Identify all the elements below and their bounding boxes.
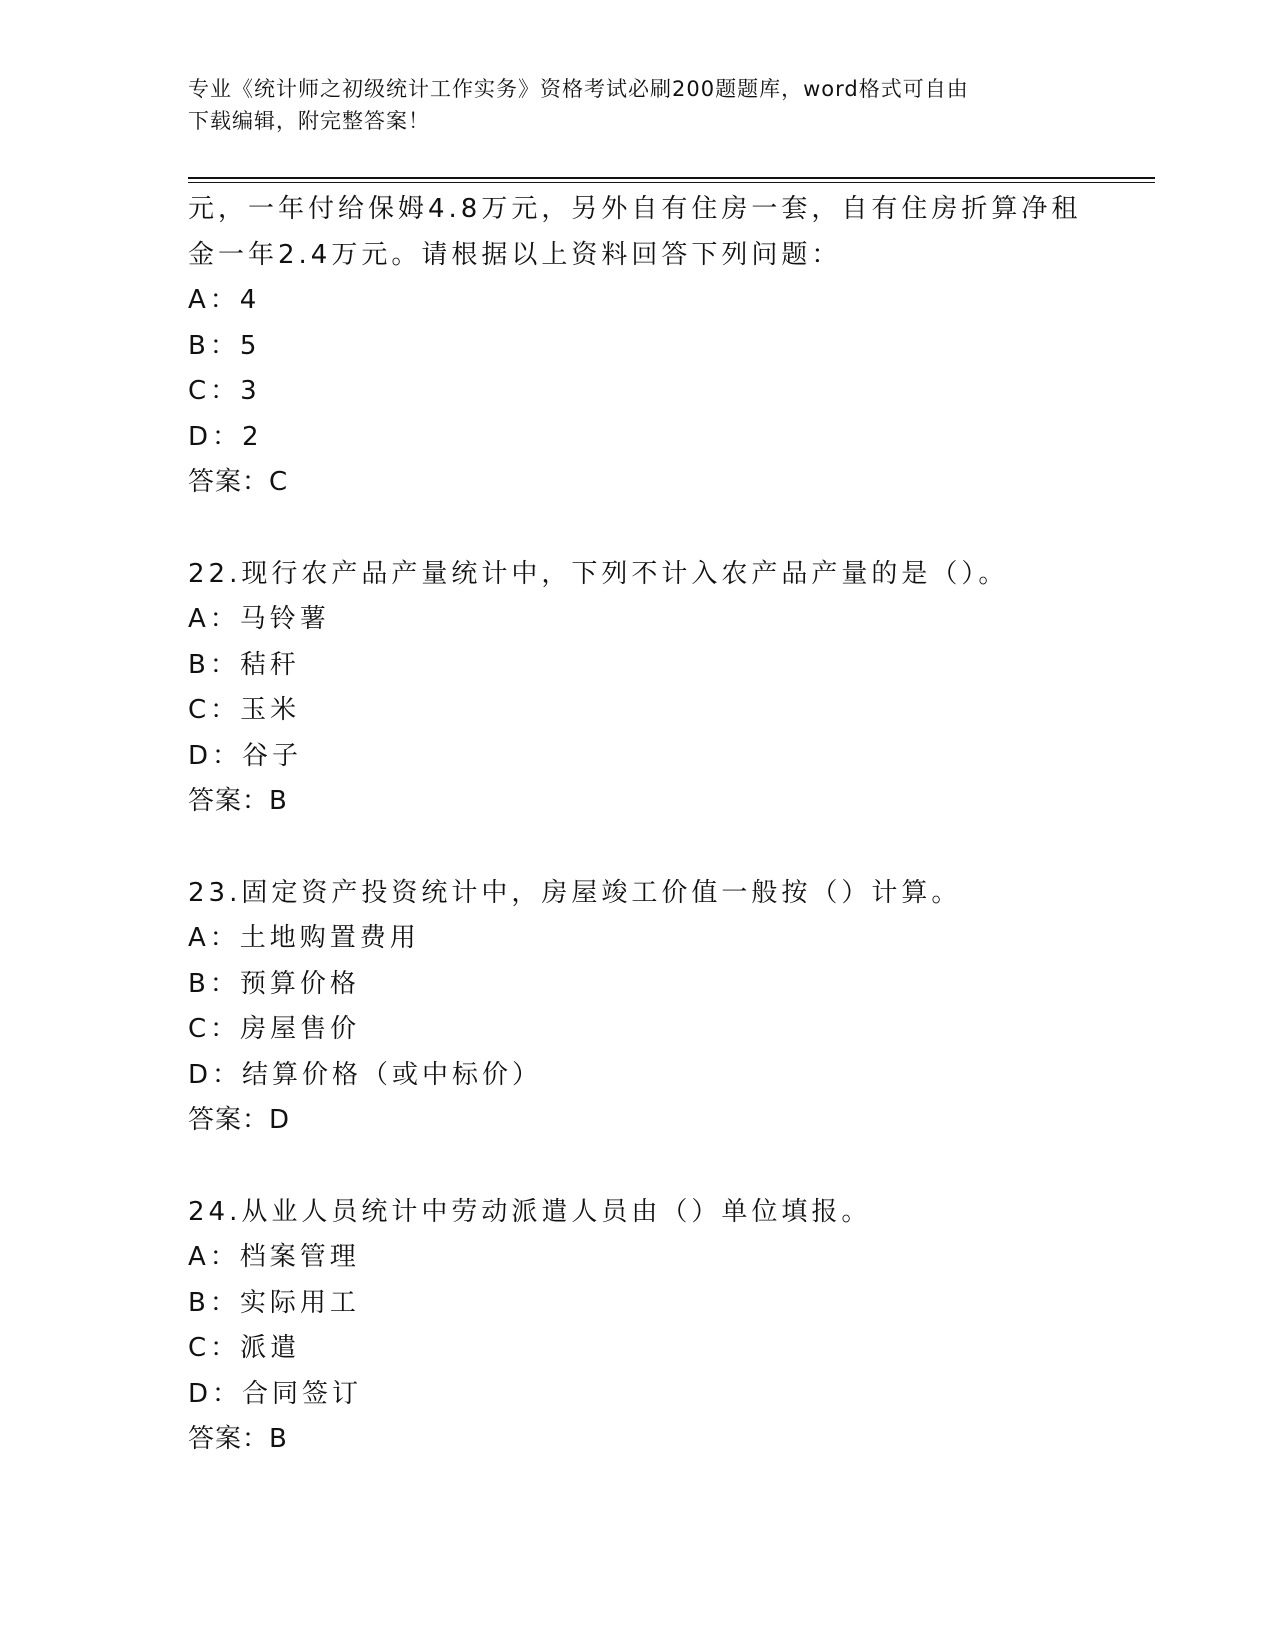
spacer (188, 506, 1088, 552)
option-b: B：秸秆 (188, 649, 300, 680)
spacer (188, 1144, 1088, 1190)
answer-line: 答案：B (188, 1424, 288, 1454)
question-24 (188, 1190, 1088, 1463)
spacer (188, 825, 1088, 871)
question-stem-line: 金一年2.4万元。请根据以上资料回答下列问题： (188, 239, 842, 270)
option-c: C：派遣 (188, 1333, 301, 1363)
document-body (188, 187, 1088, 1463)
question-stem: 24.从业人员统计中劳动派遣人员由（）单位填报。 (188, 1196, 872, 1227)
header-divider-thick (188, 177, 1155, 179)
option-b: B：5 (188, 330, 261, 361)
option-c: C：房屋售价 (188, 1014, 361, 1044)
option-d: D：结算价格（或中标价） (188, 1059, 543, 1090)
header-line-2: 下载编辑，附完整答案！ (188, 109, 430, 133)
header-line-1: 专业《统计师之初级统计工作实务》资格考试必刷200题题库，word格式可自由 (188, 77, 969, 101)
option-d: D：合同签订 (188, 1378, 363, 1409)
question-stem-line: 元，一年付给保姆4.8万元，另外自有住房一套，自有住房折算净租 (188, 194, 1082, 224)
option-b: B：实际用工 (188, 1287, 360, 1318)
answer-line: 答案：C (188, 467, 289, 497)
option-a: A：档案管理 (188, 1242, 360, 1272)
question-23 (188, 871, 1088, 1144)
option-c: C：玉米 (188, 695, 301, 725)
answer-line: 答案：B (188, 786, 288, 816)
option-c: C：3 (188, 376, 261, 406)
answer-line: 答案：D (188, 1105, 291, 1135)
question-stem: 22.现行农产品产量统计中，下列不计入农产品产量的是（）。 (188, 558, 1009, 589)
question-stem: 23.固定资产投资统计中，房屋竣工价值一般按（）计算。 (188, 877, 962, 908)
option-a: A：土地购置费用 (188, 923, 420, 953)
header-divider-thin (188, 182, 1155, 183)
question-22 (188, 552, 1088, 825)
option-a: A：4 (188, 285, 261, 315)
document-header (188, 73, 1088, 137)
option-b: B：预算价格 (188, 968, 360, 999)
question-21-continued (188, 187, 1088, 506)
option-d: D：2 (188, 421, 263, 452)
option-a: A：马铃薯 (188, 604, 330, 634)
option-d: D：谷子 (188, 740, 303, 771)
